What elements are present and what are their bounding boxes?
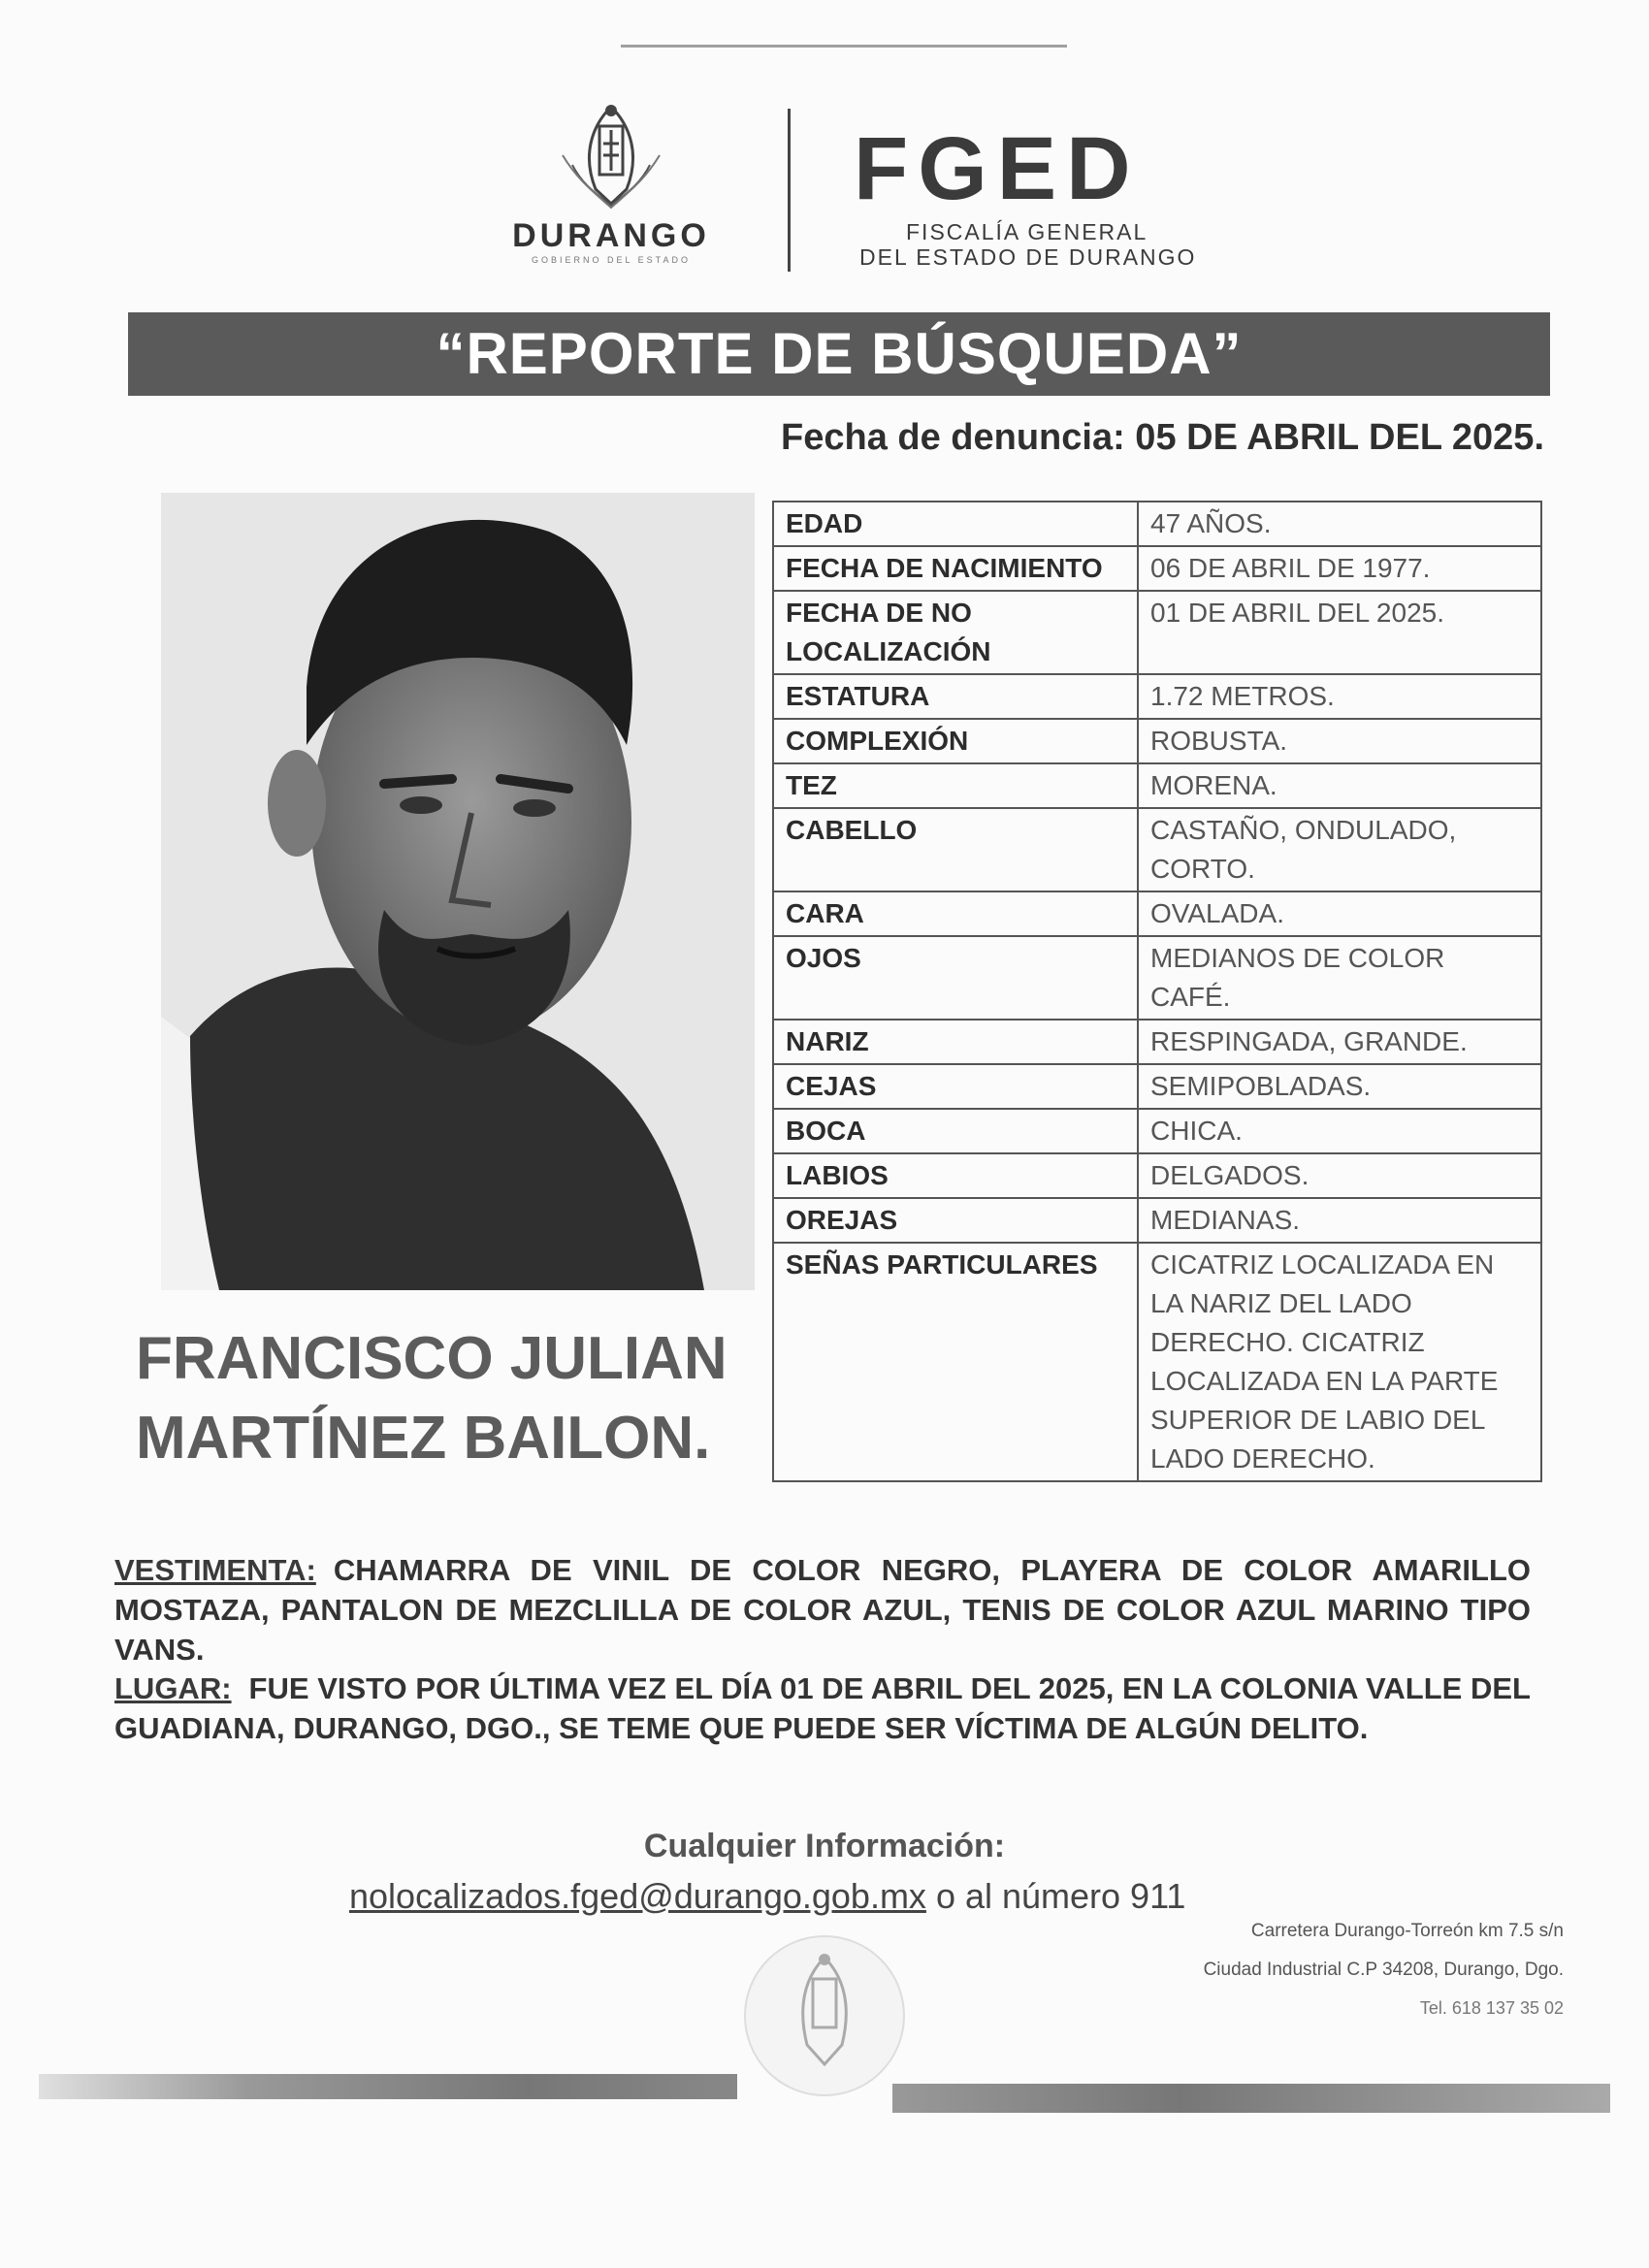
clothing-description [114,1550,1531,1669]
details-value: CICATRIZ LOCALIZADA EN LA NARIZ DEL LADO DERECHO. CICATRIZ LOCALIZADA EN LA PARTE SUPERIOR DE LABIO DEL LADO DERECHO. [1138,1243,1541,1481]
details-value: MEDIANOS DE COLOR CAFÉ. [1138,936,1541,1020]
person-portrait-icon [161,493,755,1290]
seal-icon [737,1919,912,2113]
details-row [773,1020,1541,1064]
footer-bar-right [892,2084,1610,2113]
details-value: OVALADA. [1138,891,1541,936]
details-label: TEZ [773,763,1138,808]
details-row [773,674,1541,719]
clothing-label: VESTIMENTA: [114,1553,316,1587]
details-row [773,1243,1541,1481]
details-label: BOCA [773,1109,1138,1153]
fged-subtitle-line2: DEL ESTADO DE DURANGO [859,244,1197,270]
details-row [773,808,1541,891]
details-label: SEÑAS PARTICULARES [773,1243,1138,1481]
person-photo [161,493,755,1290]
person-details-table [772,501,1542,1482]
durango-wordmark: DURANGO [512,217,710,254]
footer-bar-left [39,2074,737,2099]
details-label: FECHA DE NACIMIENTO [773,546,1138,591]
clothing-text: CHAMARRA DE VINIL DE COLOR NEGRO, PLAYERA DE COLOR AMARILLO MOSTAZA, PANTALON DE MEZCLILLA DE COLOR AZUL, TENIS DE COLOR AZUL MARINO TIPO VANS. [114,1553,1531,1667]
durango-emblem-icon [553,97,669,213]
details-label: NARIZ [773,1020,1138,1064]
location-label: LUGAR: [114,1671,232,1705]
location-text: FUE VISTO POR ÚLTIMA VEZ EL DÍA 01 DE ABRIL DEL 2025, EN LA COLONIA VALLE DEL GUADIANA, DURANGO, DGO., SE TEME QUE PUEDE SER VÍCTIMA DE ALGÚN DELITO. [114,1671,1531,1745]
details-row [773,502,1541,546]
details-value: MEDIANAS. [1138,1198,1541,1243]
details-label: COMPLEXIÓN [773,719,1138,763]
details-value: RESPINGADA, GRANDE. [1138,1020,1541,1064]
details-label: FECHA DE NO LOCALIZACIÓN [773,591,1138,674]
fged-logo-title: FGED [854,119,1141,218]
details-value: 01 DE ABRIL DEL 2025. [1138,591,1541,674]
details-row [773,1198,1541,1243]
details-value: 47 AÑOS. [1138,502,1541,546]
details-row [773,591,1541,674]
details-label: CARA [773,891,1138,936]
contact-email-link[interactable]: nolocalizados.fged@durango.gob.mx [349,1876,926,1916]
details-value: ROBUSTA. [1138,719,1541,763]
person-name-line1: FRANCISCO JULIAN [136,1325,728,1392]
contact-line [349,1876,1185,1917]
fged-seal-watermark [737,1919,912,2113]
details-label: LABIOS [773,1153,1138,1198]
details-label: CABELLO [773,808,1138,891]
details-row [773,763,1541,808]
details-label: EDAD [773,502,1138,546]
details-value: CHICA. [1138,1109,1541,1153]
details-value: MORENA. [1138,763,1541,808]
details-label: OREJAS [773,1198,1138,1243]
contact-phone-text: o al número 911 [925,1876,1186,1916]
person-name-line2: MARTÍNEZ BAILON. [136,1405,711,1472]
details-value: CASTAÑO, ONDULADO, CORTO. [1138,808,1541,891]
details-row [773,1153,1541,1198]
fged-subtitle-line1: FISCALÍA GENERAL [906,219,1148,244]
details-row [773,1064,1541,1109]
details-value: SEMIPOBLADAS. [1138,1064,1541,1109]
details-row [773,936,1541,1020]
details-value: DELGADOS. [1138,1153,1541,1198]
details-value: 1.72 METROS. [1138,674,1541,719]
details-row [773,891,1541,936]
details-value: 06 DE ABRIL DE 1977. [1138,546,1541,591]
details-row [773,546,1541,591]
durango-logo [466,97,757,272]
header-divider [788,109,791,272]
details-row [773,719,1541,763]
report-date: Fecha de denuncia: 05 DE ABRIL DEL 2025. [781,417,1544,458]
address-line2: Ciudad Industrial C.P 34208, Durango, Dgo. [1203,1960,1564,1980]
address-phone: Tel. 618 137 35 02 [1419,1998,1564,2018]
details-label: CEJAS [773,1064,1138,1109]
durango-subtitle: GOBIERNO DEL ESTADO [531,255,692,265]
person-name [136,1319,728,1478]
details-row [773,1109,1541,1153]
address-line1: Carretera Durango-Torreón km 7.5 s/n [1250,1921,1564,1941]
location-description [114,1669,1531,1748]
top-scan-line [621,45,1067,48]
contact-title: Cualquier Información: [643,1828,1006,1864]
report-title-banner: “REPORTE DE BÚSQUEDA” [128,312,1550,396]
details-label: OJOS [773,936,1138,1020]
details-label: ESTATURA [773,674,1138,719]
